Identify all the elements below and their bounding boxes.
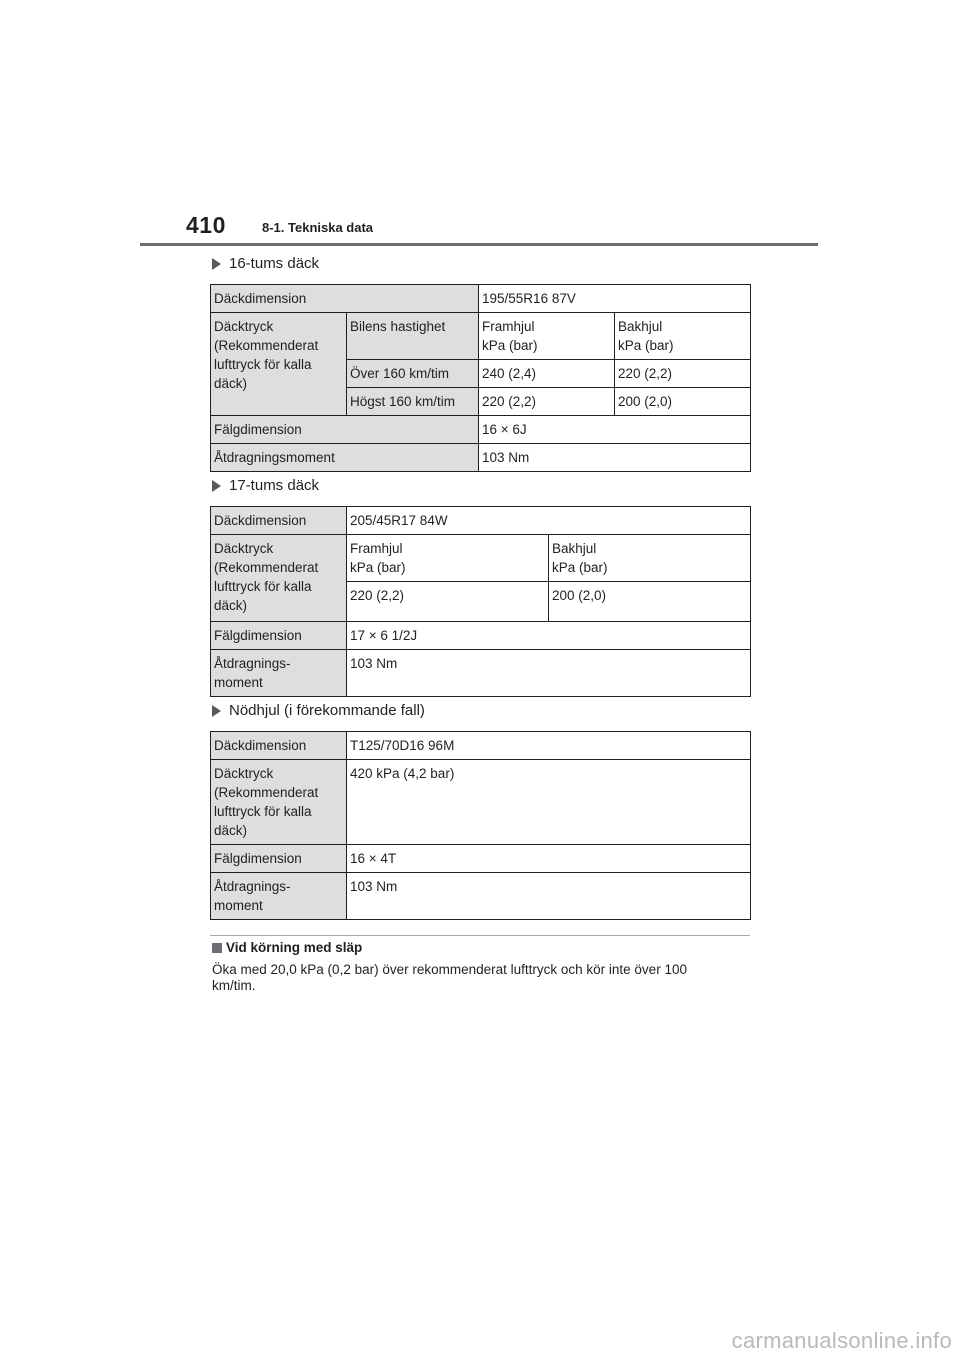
rim-label: Fälgdimension (211, 416, 479, 444)
heading-spare-wheel (212, 702, 425, 719)
arrow-right-icon (212, 705, 221, 717)
square-bullet-icon (212, 943, 222, 953)
rear-pressure-cell: 220 (2,2) (615, 360, 751, 388)
arrow-right-icon (212, 480, 221, 492)
tire-size-value: 195/55R16 87V (479, 285, 751, 313)
front-header: Framhjul kPa (bar) (479, 313, 615, 360)
heading-16-inch-text: 16-tums däck (229, 255, 320, 272)
note-title-text: Vid körning med släp (226, 940, 363, 955)
rim-label: Fälgdimension (211, 622, 347, 650)
front-pressure-cell: 220 (2,2) (479, 388, 615, 416)
speed-header: Bilens hastighet (347, 313, 479, 360)
heading-17-inch-text: 17-tums däck (229, 477, 320, 494)
page-number: 410 (186, 212, 226, 238)
heading-16-inch (212, 255, 319, 272)
rim-label: Fälgdimension (211, 845, 347, 873)
watermark: carmanualsonline.info (731, 1328, 952, 1353)
tire-size-label: Däckdimension (211, 732, 347, 760)
pressure-label: Däcktryck (Rekommenderat lufttryck för kalla däck) (211, 760, 347, 845)
front-pressure-cell: 220 (2,2) (347, 582, 549, 622)
torque-value: 103 Nm (479, 444, 751, 472)
rear-header: Bakhjul kPa (bar) (549, 535, 751, 582)
table-16-inch (210, 284, 751, 472)
rim-value: 16 × 6J (479, 416, 751, 444)
rear-pressure-cell: 200 (2,0) (615, 388, 751, 416)
rim-value: 16 × 4T (347, 845, 751, 873)
tire-size-value: T125/70D16 96M (347, 732, 751, 760)
speed-cell: Över 160 km/tim (347, 360, 479, 388)
rear-header: Bakhjul kPa (bar) (615, 313, 751, 360)
torque-label: Åtdragnings- moment (211, 873, 347, 920)
pressure-label: Däcktryck (Rekommenderat lufttryck för kalla däck) (211, 535, 347, 622)
header-rule (140, 243, 818, 246)
torque-label: Åtdragnings- moment (211, 650, 347, 697)
rear-pressure-cell: 200 (2,0) (549, 582, 751, 622)
pressure-value: 420 kPa (4,2 bar) (347, 760, 751, 845)
front-pressure-cell: 240 (2,4) (479, 360, 615, 388)
tire-size-label: Däckdimension (211, 285, 479, 313)
tire-size-label: Däckdimension (211, 507, 347, 535)
note-divider (210, 935, 750, 936)
torque-value: 103 Nm (347, 873, 751, 920)
pressure-label: Däcktryck (Rekommenderat lufttryck för kalla däck) (211, 313, 347, 416)
note-title (212, 940, 362, 955)
rim-value: 17 × 6 1/2J (347, 622, 751, 650)
arrow-right-icon (212, 258, 221, 270)
heading-spare-wheel-text: Nödhjul (i förekommande fall) (229, 702, 425, 719)
heading-17-inch (212, 477, 319, 494)
table-spare-wheel (210, 731, 751, 920)
front-header: Framhjul kPa (bar) (347, 535, 549, 582)
speed-cell: Högst 160 km/tim (347, 388, 479, 416)
table-17-inch (210, 506, 751, 697)
note-text: Öka med 20,0 kPa (0,2 bar) över rekommenderat lufttryck och kör inte över 100 km/tim. (212, 962, 687, 993)
torque-label: Åtdragningsmoment (211, 444, 479, 472)
torque-value: 103 Nm (347, 650, 751, 697)
section-title: 8-1. Tekniska data (262, 220, 374, 235)
tire-size-value: 205/45R17 84W (347, 507, 751, 535)
